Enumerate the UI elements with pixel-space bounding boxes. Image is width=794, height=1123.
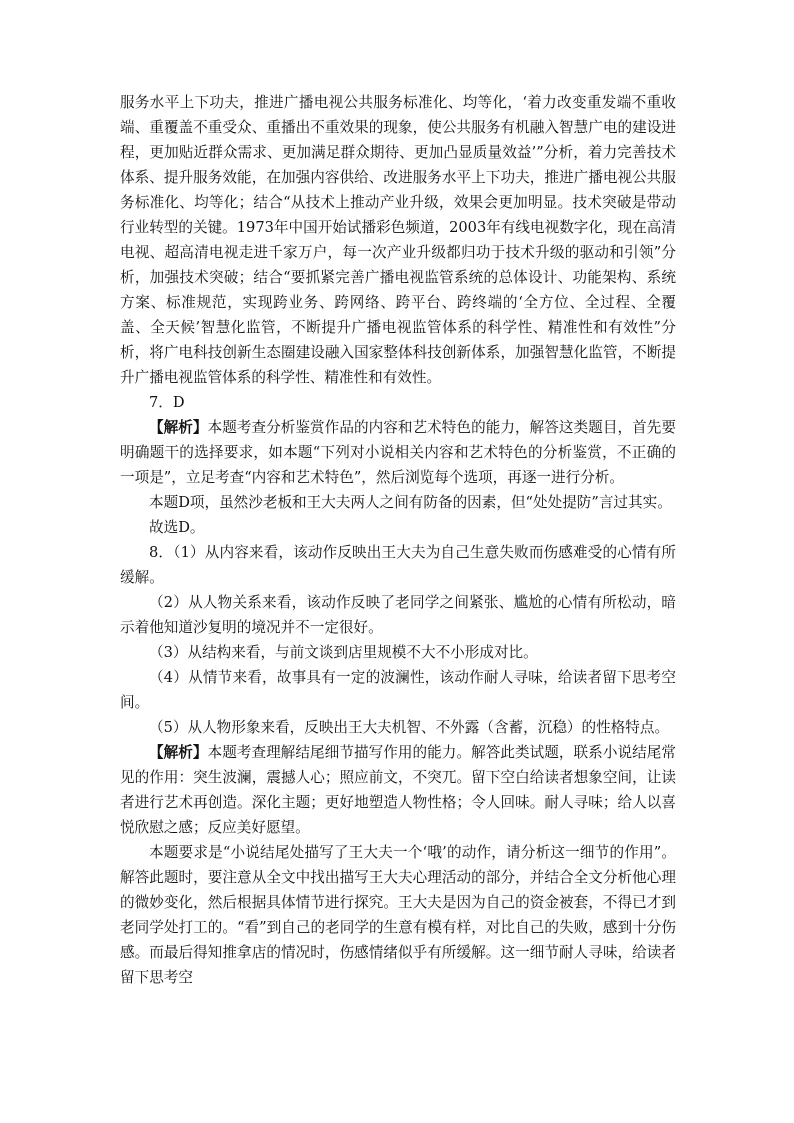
answer-8-point-5: （5）从人物形象来看，反映出王大夫机智、不外露（含蓄，沉稳）的性格特点。 xyxy=(149,719,670,736)
answer-8-point-2: （2）从人物关系来看，该动作反映了老同学之间紧张、尴尬的心情有所松动，暗示着他知道沙复明的境况并不一定很好。 xyxy=(120,594,676,636)
analysis-7-text: 本题考查分析鉴赏作品的内容和艺术特色的能力，解答这类题目，首先要明确题干的选择要求，如本题“下列对小说相关内容和艺术特色的分析鉴赏，不正确的一项是”，立足考查“内容和艺术特色”，然后浏览每个选项，再逐一进行分析。 xyxy=(120,419,676,486)
analysis-8-text: 本题考查理解结尾细节描写作用的能力。解答此类试题，联系小说结尾常见的作用：突生波澜，震撼人心；照应前文，不突兀。留下空白给读者想象空间，让读者进行艺术再创造。深化主题；更好地塑造人物性格；令人回味。耐人寻味；给人以喜悦欣慰之感；反应美好愿望。 xyxy=(120,744,676,836)
answer-8-point-4: （4）从情节来看，故事具有一定的波澜性，该动作耐人寻味，给读者留下思考空间。 xyxy=(120,669,676,711)
answer-7: 7．D xyxy=(149,394,185,411)
analysis-label: 【解析】 xyxy=(149,419,208,436)
answer-7-conclusion: 故选D。 xyxy=(149,519,205,536)
document-page xyxy=(120,90,676,990)
analysis-8-detail: 本题要求是“小说结尾处描写了王大夫一个‘哦’的动作，请分析这一细节的作用”。解答此题时，要注意从全文中找出描写王大夫心理活动的部分，并结合全文分析他心理的微妙变化，然后根据具体情节进行探究。王大夫是因为自己的资金被套，不得已才到老同学处打工的。“看”到自己的老同学的生意有模有样，对比自己的失败，感到十分伤感。而最后得知推拿店的情况时，伤感情绪似乎有所缓解。这一细节耐人寻味，给读者留下思考空 xyxy=(120,844,676,986)
analysis-7 xyxy=(120,415,676,490)
analysis-7-detail: 本题D项，虽然沙老板和王大夫两人之间有防备的因素，但“处处提防”言过其实。 xyxy=(149,494,672,511)
answer-8-point-3: （3）从结构来看，与前文谈到店里规模不大不小形成对比。 xyxy=(149,644,538,661)
analysis-8 xyxy=(120,740,676,840)
analysis-label: 【解析】 xyxy=(149,744,208,761)
paragraph-1: 服务水平上下功夫，推进广播电视公共服务标准化、均等化，‘着力改变重发端不重收端、重覆盖不重受众、重播出不重效果的现象，使公共服务有机融入智慧广电的建设进程，更加贴近群众需求、更加满足群众期待、更加凸显质量效益’”分析，着力完善技术体系、提升服务效能，在加强内容供给、改进服务水平上下功夫，推进广播电视公共服务标准化、均等化；结合“从技术上推动产业升级，效果会更加明显。技术突破是带动行业转型的关键。1973年中国开始试播彩色频道，2003年有线电视数字化，现在高清电视、超高清电视走进千家万户，每一次产业升级都归功于技术升级的驱动和引领”分析，加强技术突破；结合“要抓紧完善广播电视监管系统的总体设计、功能架构、系统方案、标准规范，实现跨业务、跨网络、跨平台、跨终端的‘全方位、全过程、全覆盖、全天候’智慧化监管，不断提升广播电视监管体系的科学性、精准性和有效性”分析，将广电科技创新生态圈建设融入国家整体科技创新体系，加强智慧化监管，不断提升广播电视监管体系的科学性、精准性和有效性。 xyxy=(120,94,676,386)
answer-8-point-1: 8．（1）从内容来看，该动作反映出王大夫为自己生意失败而伤感难受的心情有所缓解。 xyxy=(120,544,676,586)
